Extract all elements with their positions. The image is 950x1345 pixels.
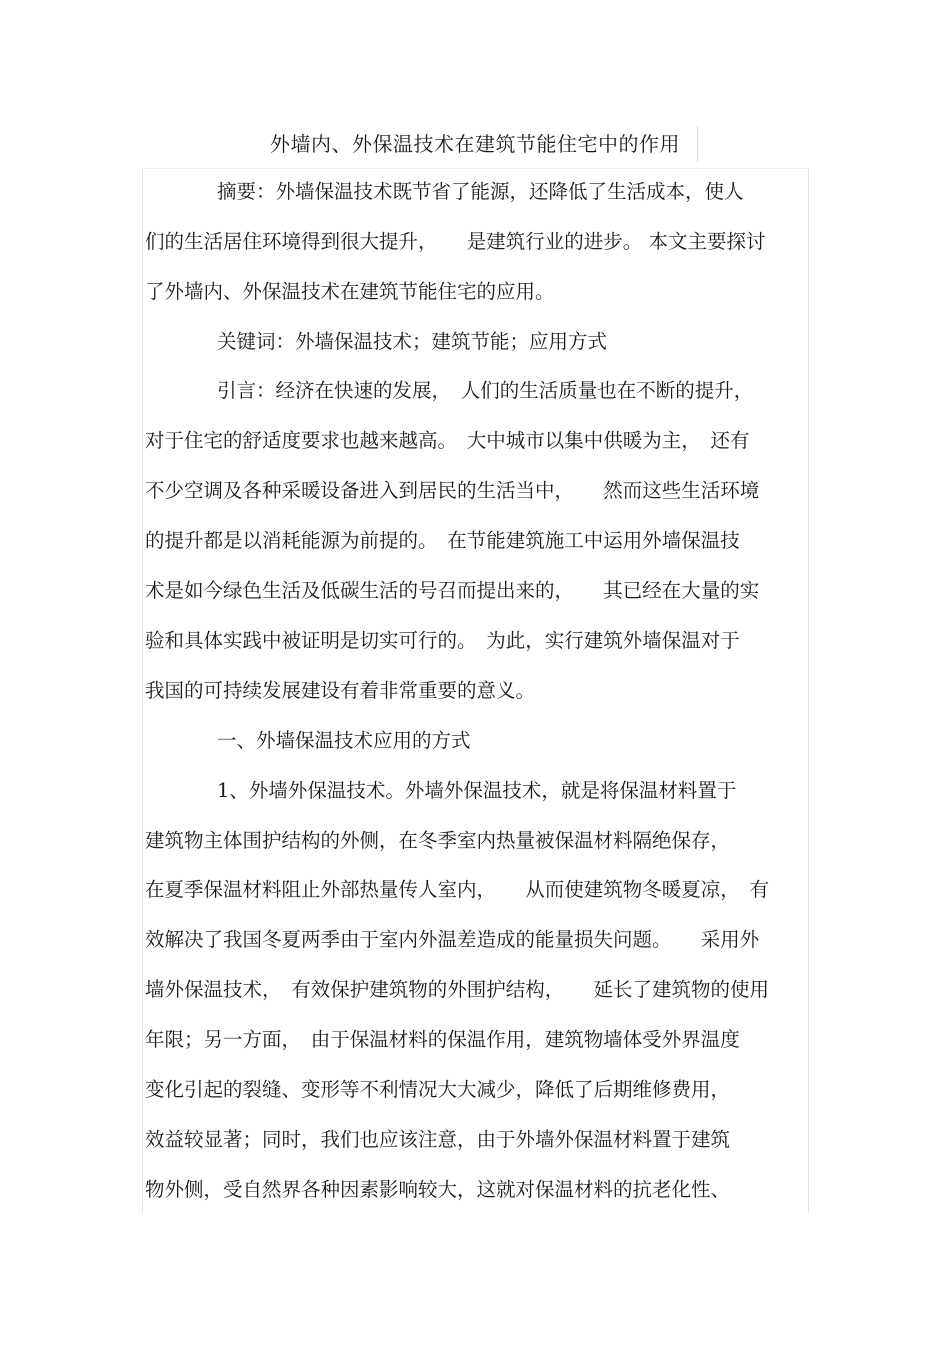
section1-line-2: 建筑物主体围护结构的外侧，在冬季室内热量被保温材料隔绝保存， [145,829,731,852]
section1-line-9: 物外侧，受自然界各种因素影响较大，这就对保温材料的抗老化性、 [145,1178,731,1201]
intro-line-1: 引言：经济在快速的发展， 人们的生活质量也在不断的提升， [217,379,754,402]
section1-line-7: 变化引起的裂缝、变形等不利情况大大减少，降低了后期维修费用， [145,1078,731,1101]
intro-line-2: 对于住宅的舒适度要求也越来越高。 大中城市以集中供暖为主， 还有 [145,429,750,452]
section1-line-3: 在夏季保温材料阻止外部热量传人室内， 从而使建筑物冬暖夏凉， 有 [145,878,770,901]
document-title: 外墙内、外保温技术在建筑节能住宅中的作用 [270,132,680,156]
section1-line-6: 年限；另一方面， 由于保温材料的保温作用，建筑物墙体受外界温度 [145,1028,740,1051]
intro-line-5: 术是如今绿色生活及低碳生活的号召而提出来的， 其已经在大量的实 [145,579,760,602]
intro-line-6: 验和具体实践中被证明是切实可行的。 为此，实行建筑外墙保温对于 [145,629,740,652]
abstract-line-3: 了外墙内、外保温技术在建筑节能住宅的应用。 [145,280,555,303]
section-heading-1: 一、外墙保温技术应用的方式 [217,729,471,752]
abstract-line-2: 们的生活居住环境得到很大提升， 是建筑行业的进步。 本文主要探讨 [145,230,766,253]
section1-line-4: 效解决了我国冬夏两季由于室内外温差造成的能量损失问题。 采用外 [145,928,760,951]
abstract-line-1: 摘要：外墙保温技术既节省了能源，还降低了生活成本，使人 [217,180,744,203]
intro-line-7: 我国的可持续发展建设有着非常重要的意义。 [145,679,536,702]
keywords-line: 关键词：外墙保温技术；建筑节能；应用方式 [217,330,608,353]
section1-line-5: 墙外保温技术， 有效保护建筑物的外围护结构， 延长了建筑物的使用 [145,978,770,1001]
intro-line-4: 的提升都是以消耗能源为前提的。 在节能建筑施工中运用外墙保温技 [145,529,740,552]
title-divider [697,126,698,162]
intro-line-3: 不少空调及各种采暖设备进入到居民的生活当中， 然而这些生活环境 [145,479,760,502]
section1-line-8: 效益较显著；同时，我们也应该注意，由于外墙外保温材料置于建筑 [145,1128,731,1151]
section1-line-1: 1、外墙外保温技术。外墙外保温技术，就是将保温材料置于 [217,779,737,802]
